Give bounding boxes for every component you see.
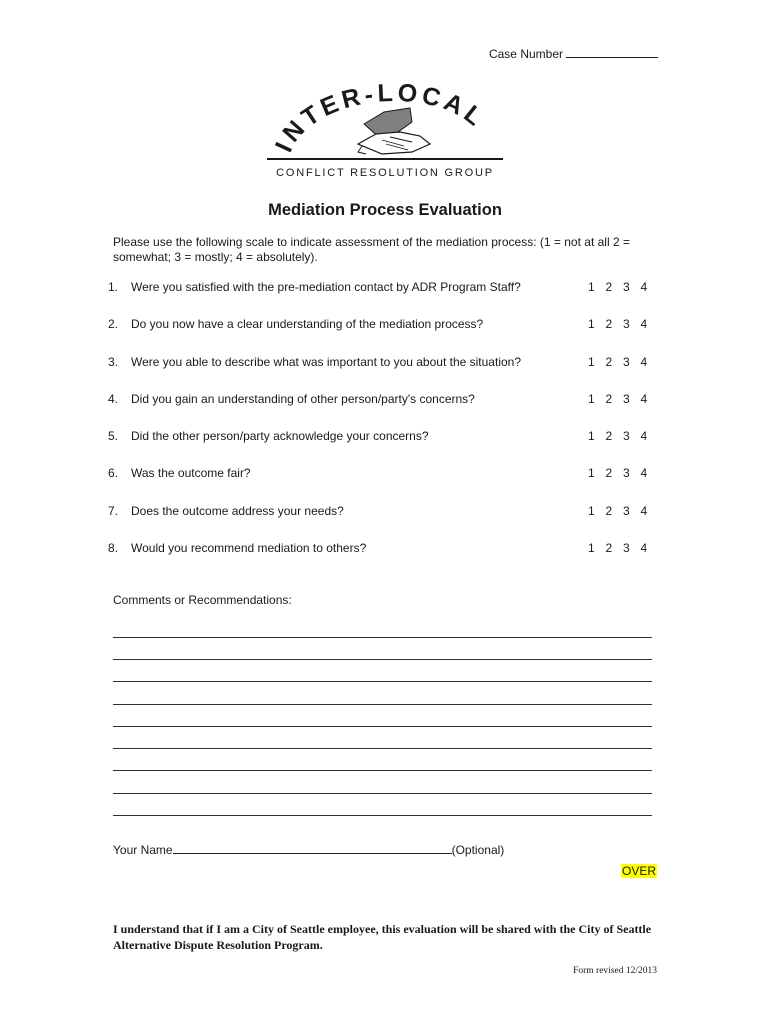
rating-scale[interactable] xyxy=(588,541,658,578)
comments-label: Comments or Recommendations: xyxy=(113,593,292,607)
question-number: 3. xyxy=(108,354,119,369)
logo-subtitle: CONFLICT RESOLUTION GROUP xyxy=(276,167,494,179)
rating-option[interactable]: 4 xyxy=(640,466,648,481)
rating-option[interactable]: 1 xyxy=(588,391,595,406)
rating-option[interactable]: 1 xyxy=(588,354,595,369)
question-list xyxy=(108,280,668,578)
over-label: OVER xyxy=(621,864,656,878)
question-text: Do you now have a clear understanding of the mediation process? xyxy=(131,317,484,332)
rating-option[interactable]: 3 xyxy=(623,391,630,406)
comment-line[interactable] xyxy=(113,773,652,794)
question-text: Did you gain an understanding of other person/party's concerns? xyxy=(131,391,475,406)
rating-scale[interactable] xyxy=(588,355,658,392)
comment-line[interactable] xyxy=(113,684,652,705)
comment-line[interactable] xyxy=(113,750,652,771)
question-text: Did the other person/party acknowledge your concerns? xyxy=(131,429,429,444)
rating-scale[interactable] xyxy=(588,317,658,354)
your-name-label: Your Name xyxy=(113,843,173,857)
comment-line[interactable] xyxy=(113,661,652,682)
case-number-label: Case Number xyxy=(488,47,563,61)
your-name-field xyxy=(113,842,504,857)
logo-arc-text: INTER-LOCAL xyxy=(269,82,492,157)
rating-option[interactable]: 2 xyxy=(605,429,613,444)
comment-line[interactable] xyxy=(113,617,652,638)
question-text: Does the outcome address your needs? xyxy=(131,503,344,518)
rating-option[interactable]: 3 xyxy=(623,280,630,294)
rating-option[interactable]: 4 xyxy=(640,317,648,332)
rating-scale[interactable] xyxy=(588,466,658,503)
rating-option[interactable]: 2 xyxy=(605,317,613,332)
comment-line[interactable] xyxy=(113,639,652,660)
rating-option[interactable]: 2 xyxy=(605,503,613,518)
rating-option[interactable]: 1 xyxy=(588,280,595,294)
question-number: 7. xyxy=(108,503,119,518)
question-text: Were you able to describe what was important to you about the situation? xyxy=(131,354,522,369)
optional-label: (Optional) xyxy=(451,843,505,857)
rating-option[interactable]: 1 xyxy=(588,317,595,332)
rating-option[interactable]: 1 xyxy=(588,541,595,556)
rating-option[interactable]: 2 xyxy=(605,391,613,406)
rating-option[interactable]: 3 xyxy=(623,429,630,444)
rating-option[interactable]: 2 xyxy=(605,541,613,556)
rating-scale[interactable] xyxy=(588,504,658,541)
question-text: Was the outcome fair? xyxy=(131,466,251,481)
question-row xyxy=(108,280,668,317)
rating-scale[interactable] xyxy=(588,280,658,317)
rating-option[interactable]: 2 xyxy=(605,354,613,369)
question-row xyxy=(108,541,668,578)
case-number-field xyxy=(489,46,658,61)
question-row xyxy=(108,504,668,541)
rating-option[interactable]: 4 xyxy=(640,280,648,294)
rating-option[interactable]: 3 xyxy=(623,503,630,518)
question-row xyxy=(108,355,668,392)
rating-option[interactable]: 1 xyxy=(588,503,595,518)
question-number: 6. xyxy=(108,466,119,481)
comment-line[interactable] xyxy=(113,728,652,749)
rating-option[interactable]: 2 xyxy=(605,466,613,481)
question-number: 1. xyxy=(108,280,119,294)
question-row xyxy=(108,392,668,429)
question-text: Would you recommend mediation to others? xyxy=(131,541,367,556)
rating-option[interactable]: 4 xyxy=(640,541,648,556)
rating-option[interactable]: 4 xyxy=(640,503,648,518)
rating-option[interactable]: 1 xyxy=(588,466,595,481)
rating-option[interactable]: 3 xyxy=(623,354,630,369)
rating-option[interactable]: 2 xyxy=(605,280,613,294)
case-number-blank[interactable] xyxy=(566,46,658,58)
comment-line[interactable] xyxy=(113,706,652,727)
rating-scale[interactable] xyxy=(588,392,658,429)
scale-instructions: Please use the following scale to indicate assessment of the mediation process: (1 = not at all 2 = somewhat; 3 = mostly; 4 = absolutely). xyxy=(113,235,630,264)
rating-scale[interactable] xyxy=(588,429,658,466)
comment-line[interactable] xyxy=(113,795,652,816)
rating-option[interactable]: 3 xyxy=(623,317,630,332)
question-row xyxy=(108,317,668,354)
question-number: 5. xyxy=(108,429,119,444)
disclaimer-text: I understand that if I am a City of Seattle employee, this evaluation will be shared with the City of Seattle Alternative Dispute Resolution Program. xyxy=(113,922,652,952)
page-title: Mediation Process Evaluation xyxy=(268,201,502,219)
question-number: 4. xyxy=(108,391,119,406)
rating-option[interactable]: 1 xyxy=(588,429,595,444)
inter-local-logo xyxy=(262,82,508,182)
handshake-icon xyxy=(358,108,430,154)
question-row xyxy=(108,466,668,503)
rating-option[interactable]: 3 xyxy=(623,466,630,481)
rating-option[interactable]: 3 xyxy=(623,541,630,556)
question-number: 2. xyxy=(108,317,119,332)
form-revised-note: Form revised 12/2013 xyxy=(573,966,657,976)
question-row xyxy=(108,429,668,466)
your-name-blank[interactable] xyxy=(173,842,452,854)
question-number: 8. xyxy=(108,541,119,556)
rating-option[interactable]: 4 xyxy=(640,429,648,444)
rating-option[interactable]: 4 xyxy=(640,354,648,369)
rating-option[interactable]: 4 xyxy=(640,391,648,406)
question-text: Were you satisfied with the pre-mediation contact by ADR Program Staff? xyxy=(131,280,521,294)
